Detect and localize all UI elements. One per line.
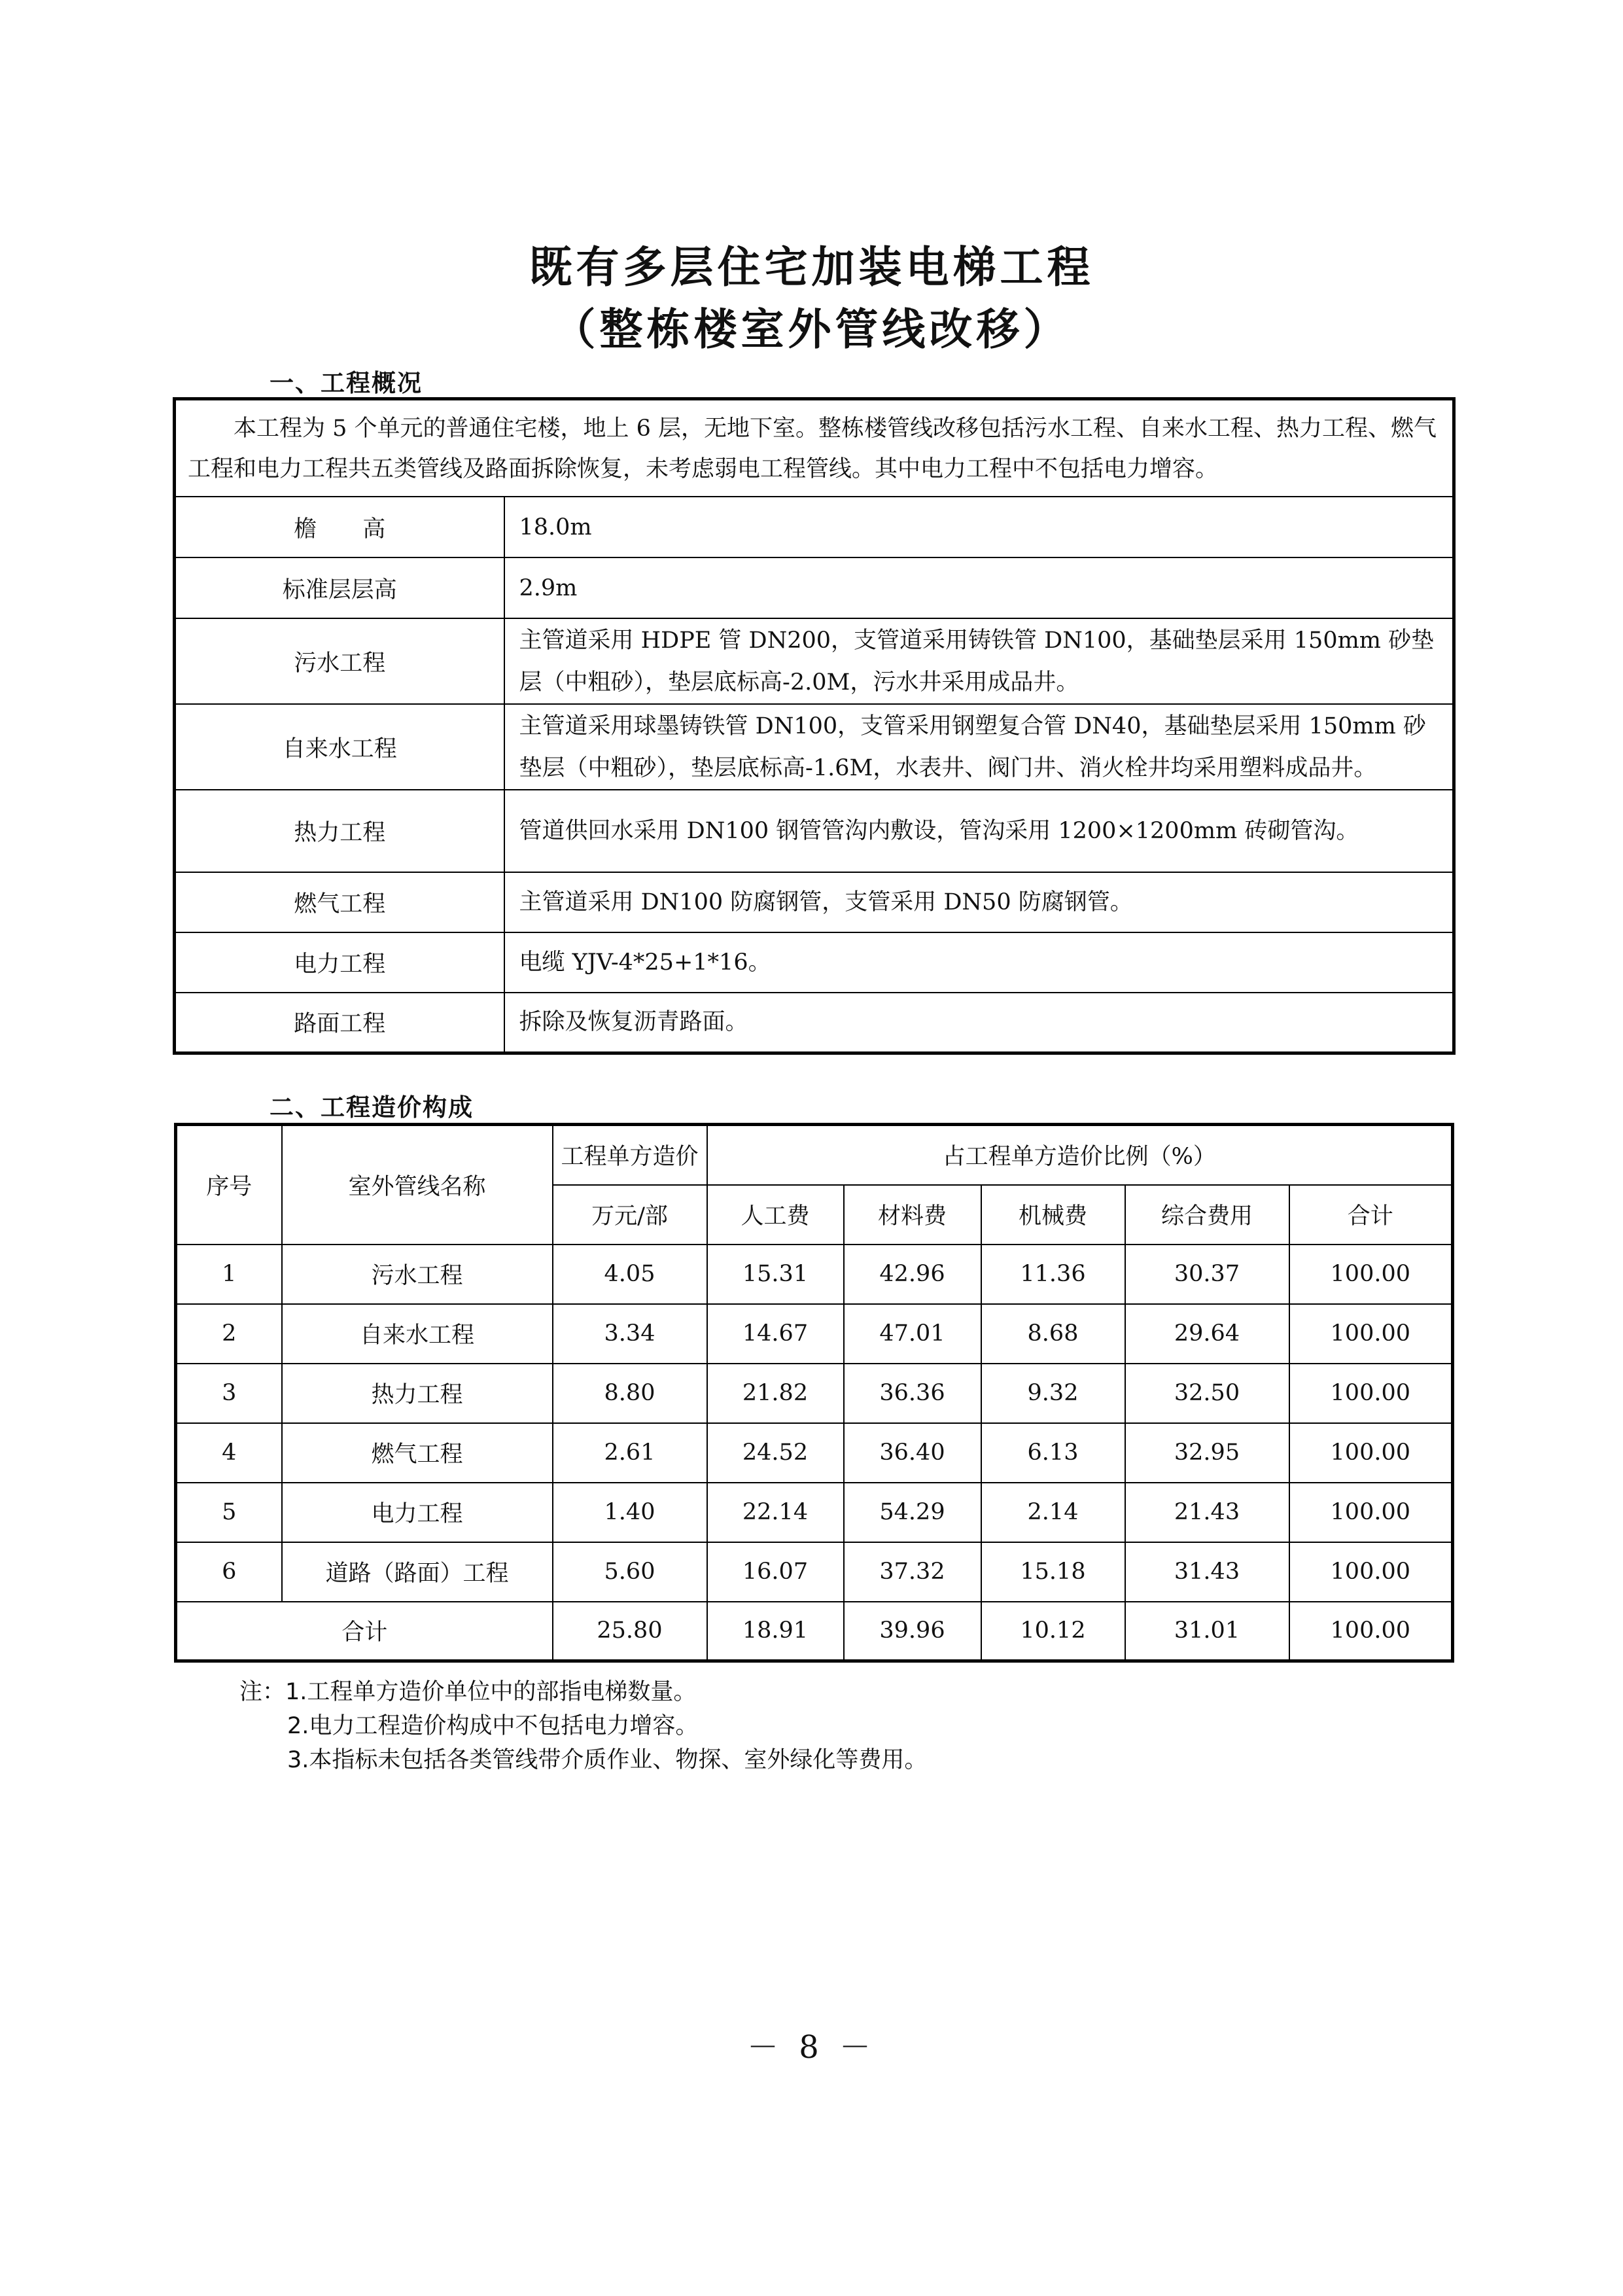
cost-composition-table bbox=[174, 1123, 1454, 1663]
cell-total: 100.00 bbox=[1289, 1483, 1453, 1542]
cell-total: 100.00 bbox=[1289, 1542, 1453, 1602]
cell-total: 100.00 bbox=[1289, 1364, 1453, 1423]
table-row bbox=[175, 618, 1454, 704]
table-row bbox=[176, 1423, 1453, 1483]
cell-overhead: 32.50 bbox=[1125, 1364, 1289, 1423]
cell-overhead: 29.64 bbox=[1125, 1304, 1289, 1364]
table-row bbox=[175, 993, 1454, 1053]
table-summary-row bbox=[176, 1602, 1453, 1661]
cell-overhead: 30.37 bbox=[1125, 1245, 1289, 1304]
cell-machine: 9.32 bbox=[981, 1364, 1125, 1423]
overview-label: 污水工程 bbox=[175, 618, 504, 704]
cell-name: 电力工程 bbox=[282, 1483, 553, 1542]
cell-price: 1.40 bbox=[553, 1483, 707, 1542]
overview-label: 檐 高 bbox=[175, 497, 504, 557]
cell-name: 燃气工程 bbox=[282, 1423, 553, 1483]
cell-no: 4 bbox=[176, 1423, 282, 1483]
overview-value: 主管道采用 HDPE 管 DN200，支管道采用铸铁管 DN100，基础垫层采用 150mm 砂垫层（中粗砂），垫层底标高-2.0M，污水井采用成品井。 bbox=[504, 618, 1454, 704]
cell-labor: 16.07 bbox=[707, 1542, 844, 1602]
table-row bbox=[176, 1245, 1453, 1304]
summary-machine: 10.12 bbox=[981, 1602, 1125, 1661]
overview-value: 管道供回水采用 DN100 钢管管沟内敷设，管沟采用 1200×1200mm 砖砌管沟。 bbox=[504, 790, 1454, 872]
summary-price: 25.80 bbox=[553, 1602, 707, 1661]
overview-label: 标准层层高 bbox=[175, 557, 504, 618]
cell-name: 自来水工程 bbox=[282, 1304, 553, 1364]
document-title: 既有多层住宅加装电梯工程 bbox=[529, 242, 1094, 292]
cell-price: 5.60 bbox=[553, 1542, 707, 1602]
cell-labor: 24.52 bbox=[707, 1423, 844, 1483]
header-unit-price: 工程单方造价 bbox=[553, 1125, 707, 1185]
header-total: 合计 bbox=[1289, 1185, 1453, 1245]
table-header-row bbox=[176, 1125, 1453, 1185]
overview-label: 自来水工程 bbox=[175, 704, 504, 790]
header-unit: 万元/部 bbox=[553, 1185, 707, 1245]
overview-label: 电力工程 bbox=[175, 932, 504, 993]
cell-overhead: 31.43 bbox=[1125, 1542, 1289, 1602]
cell-name: 污水工程 bbox=[282, 1245, 553, 1304]
summary-material: 39.96 bbox=[844, 1602, 981, 1661]
section-heading-overview: 一、工程概况 bbox=[270, 369, 423, 397]
project-intro-text: 本工程为 5 个单元的普通住宅楼，地上 6 层，无地下室。整栋楼管线改移包括污水工程、自来水工程、热力工程、燃气工程和电力工程共五类管线及路面拆除恢复，未考虑弱电工程管线。其中电力工程中不包括电力增容。 bbox=[175, 399, 1454, 497]
header-ratio-group: 占工程单方造价比例（%） bbox=[707, 1125, 1453, 1185]
cell-no: 3 bbox=[176, 1364, 282, 1423]
overview-value: 主管道采用球墨铸铁管 DN100，支管采用钢塑复合管 DN40，基础垫层采用 150mm 砂垫层（中粗砂），垫层底标高-1.6M，水表井、阀门井、消火栓井均采用塑料成品井。 bbox=[504, 704, 1454, 790]
cell-price: 2.61 bbox=[553, 1423, 707, 1483]
table-row bbox=[175, 872, 1454, 932]
project-overview-table bbox=[173, 397, 1456, 1055]
cell-material: 54.29 bbox=[844, 1483, 981, 1542]
document-subtitle: （整栋楼室外管线改移） bbox=[552, 304, 1071, 355]
table-row bbox=[176, 1304, 1453, 1364]
cell-price: 4.05 bbox=[553, 1245, 707, 1304]
header-overhead: 综合费用 bbox=[1125, 1185, 1289, 1245]
note-line: 2.电力工程造价构成中不包括电力增容。 bbox=[287, 1713, 699, 1739]
cell-material: 37.32 bbox=[844, 1542, 981, 1602]
cell-material: 42.96 bbox=[844, 1245, 981, 1304]
cell-name: 热力工程 bbox=[282, 1364, 553, 1423]
overview-value: 2.9m bbox=[504, 557, 1454, 618]
cell-machine: 8.68 bbox=[981, 1304, 1125, 1364]
table-row bbox=[175, 399, 1454, 497]
overview-value: 18.0m bbox=[504, 497, 1454, 557]
cell-material: 36.36 bbox=[844, 1364, 981, 1423]
summary-total: 100.00 bbox=[1289, 1602, 1453, 1661]
header-machine: 机械费 bbox=[981, 1185, 1125, 1245]
cell-overhead: 21.43 bbox=[1125, 1483, 1289, 1542]
summary-label: 合计 bbox=[176, 1602, 553, 1661]
header-labor: 人工费 bbox=[707, 1185, 844, 1245]
cell-total: 100.00 bbox=[1289, 1245, 1453, 1304]
cell-labor: 21.82 bbox=[707, 1364, 844, 1423]
overview-label: 路面工程 bbox=[175, 993, 504, 1053]
cell-machine: 2.14 bbox=[981, 1483, 1125, 1542]
table-row bbox=[176, 1483, 1453, 1542]
notes bbox=[239, 1675, 927, 1777]
cell-machine: 15.18 bbox=[981, 1542, 1125, 1602]
table-row bbox=[175, 704, 1454, 790]
overview-label: 热力工程 bbox=[175, 790, 504, 872]
cell-no: 6 bbox=[176, 1542, 282, 1602]
cell-no: 1 bbox=[176, 1245, 282, 1304]
cell-machine: 6.13 bbox=[981, 1423, 1125, 1483]
header-name: 室外管线名称 bbox=[282, 1125, 553, 1245]
summary-overhead: 31.01 bbox=[1125, 1602, 1289, 1661]
section-heading-cost: 二、工程造价构成 bbox=[270, 1093, 474, 1122]
note-line: 3.本指标未包括各类管线带介质作业、物探、室外绿化等费用。 bbox=[287, 1747, 928, 1773]
cell-labor: 22.14 bbox=[707, 1483, 844, 1542]
table-row bbox=[176, 1364, 1453, 1423]
cell-total: 100.00 bbox=[1289, 1423, 1453, 1483]
cell-name: 道路（路面）工程 bbox=[282, 1542, 553, 1602]
note-line: 注：1.工程单方造价单位中的部指电梯数量。 bbox=[239, 1679, 697, 1705]
header-no: 序号 bbox=[176, 1125, 282, 1245]
table-row bbox=[176, 1542, 1453, 1602]
cell-machine: 11.36 bbox=[981, 1245, 1125, 1304]
cell-material: 47.01 bbox=[844, 1304, 981, 1364]
table-row bbox=[175, 497, 1454, 557]
cell-total: 100.00 bbox=[1289, 1304, 1453, 1364]
cell-price: 3.34 bbox=[553, 1304, 707, 1364]
summary-labor: 18.91 bbox=[707, 1602, 844, 1661]
table-row bbox=[175, 557, 1454, 618]
page-number: － 8 － bbox=[746, 2029, 877, 2066]
cell-price: 8.80 bbox=[553, 1364, 707, 1423]
overview-value: 拆除及恢复沥青路面。 bbox=[504, 993, 1454, 1053]
cell-overhead: 32.95 bbox=[1125, 1423, 1289, 1483]
overview-value: 电缆 YJV-4*25+1*16。 bbox=[504, 932, 1454, 993]
overview-label: 燃气工程 bbox=[175, 872, 504, 932]
cell-material: 36.40 bbox=[844, 1423, 981, 1483]
overview-value: 主管道采用 DN100 防腐钢管，支管采用 DN50 防腐钢管。 bbox=[504, 872, 1454, 932]
cell-no: 2 bbox=[176, 1304, 282, 1364]
cell-labor: 15.31 bbox=[707, 1245, 844, 1304]
header-material: 材料费 bbox=[844, 1185, 981, 1245]
table-row bbox=[175, 932, 1454, 993]
cell-labor: 14.67 bbox=[707, 1304, 844, 1364]
table-row bbox=[175, 790, 1454, 872]
cell-no: 5 bbox=[176, 1483, 282, 1542]
